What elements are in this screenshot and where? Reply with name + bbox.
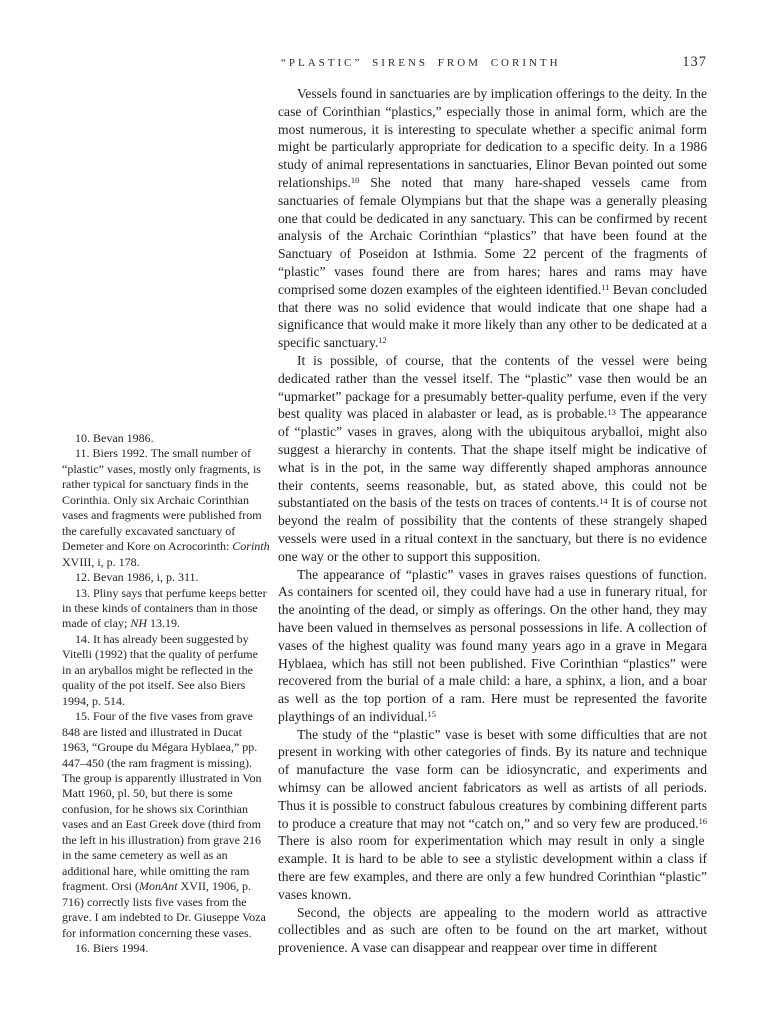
text-run: It is possible, of course, that the contents of the vessel were being dedicated rather than the vessel itself. The “plastic” vase then would be an “upmarket” package for a presumably better-quality perfume, even if the very best quality was placed in alabaster or lead, as is probable. [278,352,707,422]
text-run: 13. Pliny says that perfume keeps better in these kinds of containers than in those made of clay; [62,585,267,631]
main-text [278,85,707,957]
text-run: 16. Biers 1994. [75,940,149,955]
text-run: XVIII, i, p. 178. [62,554,140,569]
footnote [62,431,270,446]
text-run: XVII, 1906, p. 716) correctly lists five vases from the grave. I am indebted to Dr. Giuseppe Voza for information concerning these vases. [62,879,266,940]
footnote [62,446,270,570]
text-run: 13.19. [146,616,180,631]
text-run: She noted that many hare-shaped vessels came from sanctuaries of female Olympians but that the shape was a generally pleasing one that could be dedicated in any sanctuary. This can be confirmed by recent analysis of the Archaic Corinthian “plastics” that have been found at the Sanctuary of Poseidon at Isthmia. Some 22 percent of the fragments of “plastic” vases found there are from hares; hares and rams may have comprised some dozen examples of the eighteen identified. [278,174,707,297]
text-run: The appearance of “plastic” vases in graves, along with the ubiquitous aryballoi, might also suggest a hierarchy in contents. That the shape itself might be indicative of what is in the pot, in the same way differently shaped amphoras announce their contents, seems reasonable, but, as stated above, this could not be substantiated on the basis of the tests on traces of contents. [278,406,707,511]
footnote-reference: 13 [607,406,616,417]
text-run: Bevan concluded that there was no solid evidence that would indicate that one shape had a significance that would make it more likely than any other to be dedicated at a specific sanctuary. [278,281,707,351]
paragraph [278,352,707,566]
footnote [62,632,270,709]
paragraph [278,726,707,904]
footnote [62,941,270,956]
text-run: There is also room for experimentation which may result in only a single example. It is hard to be able to see a stylistic development within a class if there are few examples, and there are only a few hundred Corinthian “plastic” vases known. [278,833,707,902]
text-run: 15. Four of the five vases from grave 848 are listed and illustrated in Ducat 1963, “Groupe du Mégara Hyblaea,” pp. 447–450 (the ram fragment is missing). The group is apparently illustrated in Von Matt 1960, pl. 50, but there is some confusion, for he shows six Corinthian vases and an East Greek dove (third from the left in his illustration) from grave 216 in the same cemetery as well as an additional hare, while omitting the ram fragment. Orsi ( [62,709,262,894]
text-run: The appearance of “plastic” vases in graves raises questions of function. As containers for scented oil, they could have had a use in funerary ritual, for the anointing of the dead, or simply as offerings. On the other hand, they may have been valued in themselves as personal possessions in life. A collection of vases of the highest quality was found many years ago in a grave in Megara Hyblaea, which has still not been published. Five Corinthian “plastics” were recovered from the burial of a male child: a hare, a sphinx, a lion, and a boar as well as the top portion of a ram. Here must be represented the favorite playthings of an individual. [278,566,707,724]
text-run: 12. Bevan 1986, i, p. 311. [75,570,199,585]
text-run: 11. Biers 1992. The small number of “plastic” vases, mostly only fragments, is rather typical for sanctuary finds in the Corinthia. Only six Archaic Corinthian vases and fragments were published from the carefully excavated sanctuary of Demeter and Kore on Acrocorinth: [62,446,262,554]
footnote-reference: 11 [601,281,610,292]
footnote [62,570,270,585]
italic-text: Corinth [232,539,270,554]
text-run: 10. Bevan 1986. [75,431,154,445]
italic-text: NH [130,616,147,631]
text-run: Vessels found in sanctuaries are by implication offerings to the deity. In the case of Corinthian “plastics,” especially those in animal form, which are the most numerous, it is interesting to speculate whether a specific animal form might be particularly appropriate for dedication to a specific deity. In a 1986 study of animal representations in sanctuaries, Elinor Bevan pointed out some relationships. [278,86,707,190]
footnote-reference: 10 [350,175,360,186]
text-run: The study of the “plastic” vase is beset with some difficulties that are not present in working with other categories of finds. By its nature and technique of manufacture the vase form can be idiosyncratic, and experiments and whimsy can be allowed ancient fabricators as well as artists of all periods. Thus it is possible to construct fabulous creatures by combining different parts to produce a creature that may not “catch on,” and so very few are produced. [278,726,707,831]
paragraph [278,904,707,957]
paragraph [278,85,707,352]
footnote-reference: 16 [698,815,707,826]
footnote-column [62,431,270,956]
running-head [281,54,707,71]
footnote-reference: 12 [378,335,387,346]
text-run: It is of course not beyond the realm of possibility that the contents of these strangely shaped vessels were used in a ritual context in the sanctuary, but there is no evidence one way or the other to support this supposition. [278,495,707,564]
text-run: 14. It has already been suggested by Vitelli (1992) that the quality of perfume in an aryballos might be reflected in the quality of the pot itself. See also Biers 1994, p. 514. [62,631,258,708]
italic-text: MonAnt [138,879,178,894]
paragraph [278,566,707,726]
text-run: Second, the objects are appealing to the modern world as attractive collectibles and as such are often to be found on the art market, without provenience. A vase can disappear and reappear over time in different [278,904,707,956]
footnote [62,709,270,941]
page-number: 137 [682,54,707,70]
footnote-reference: 15 [427,709,436,720]
footnote [62,586,270,632]
running-head-title: “PLASTIC” SIRENS FROM CORINTH [281,57,561,69]
footnote-reference: 14 [599,495,608,506]
